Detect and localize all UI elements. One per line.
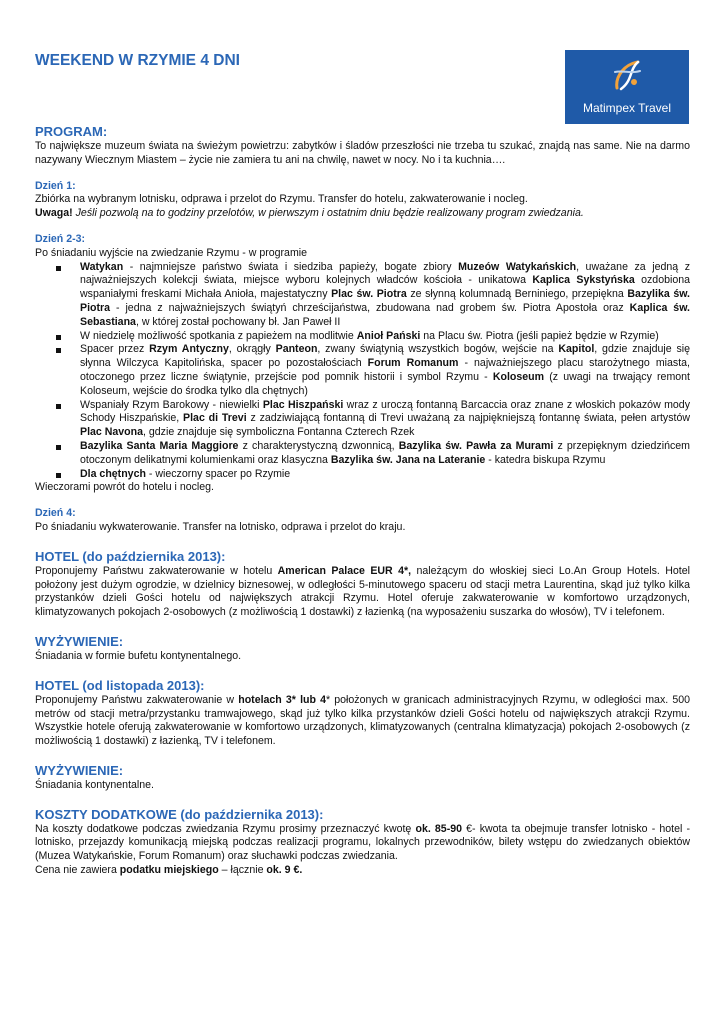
program-list	[35, 261, 690, 482]
day4-label: Dzień 4:	[35, 507, 76, 520]
program-item-text: z zadziwiającą fontanną di Trevi uważaną za najpiękniejszą fontannę świata, pełen artystów	[246, 412, 691, 425]
square-bullet-icon	[56, 445, 61, 450]
program-item-text: z charakterystyczną dzwonnicą,	[238, 439, 399, 452]
board2-heading: WYŻYWIENIE:	[35, 762, 124, 778]
costs-post: €- kwota ta obejmuje transfer lotnisko - hotel - lotnisko, przejazdy komunikacją miejską podczas realizacji programu, lokalnych przewodników, bilety wstępu do zwiedzanych obiektów (Muzea Watykańskie, Forum Romanum) oraz słuchawki podczas zwiedzania.	[35, 822, 690, 863]
hotel2-post: * położonych w granicach administracyjnych Rzymu, w odległości max. 500 metrów od stacji metra/przystanku tramwajowego, skąd już tylko kilka przystanków dzieli Gości hotelu od największych atrakcji Rzymu. Wszystkie hotele oferują zakwaterowanie w komfortowo urządzonych, klimatyzowanych (centralna klimatyzacja) pokojach 2-osobowych (z możliwością 1 dostawki) z łazienką, TV i telefonem.	[35, 693, 690, 748]
program-item-highlight: Bazylika Santa Maria Maggiore	[80, 439, 239, 452]
document-body	[35, 124, 690, 878]
program-item-text: - katedra biskupa Rzymu	[485, 453, 606, 466]
program-item-highlight: Plac Hiszpański	[262, 398, 344, 411]
hotel2-heading: HOTEL (od listopada 2013):	[35, 677, 205, 693]
program-item	[35, 399, 690, 440]
swirl-logo-icon	[611, 58, 643, 92]
day23-label: Dzień 2-3:	[35, 232, 86, 245]
program-item-highlight: Plac św. Piotra	[331, 288, 407, 301]
program-item-highlight: Bazylika św. Jana na Lateranie	[330, 453, 486, 466]
costs-tax-label: podatku miejskiego	[119, 864, 219, 877]
program-item-text: z przepięknym dziedzińcem otoczonym delikatnymi kolumienkami oraz klasyczna	[80, 439, 690, 466]
program-item-highlight: Muzeów Watykańskich	[458, 260, 577, 273]
board1-heading: WYŻYWIENIE:	[35, 633, 124, 649]
program-item-highlight: Rzym Antyczny	[149, 343, 229, 356]
day23-intro: Po śniadaniu wyjście na zwiedzanie Rzymu - w programie	[35, 246, 308, 259]
program-item-text: Spacer przez	[80, 343, 150, 356]
program-item	[35, 330, 690, 344]
program-item-text: , w której został pochowany bł. Jan Paweł II	[135, 315, 341, 328]
hotel1-name: American Palace EUR 4*,	[277, 564, 412, 577]
square-bullet-icon	[56, 348, 61, 353]
program-item-highlight: Kaplica św. Sebastiana	[80, 301, 690, 328]
logo-text: Matimpex Travel	[582, 101, 672, 115]
day4-text: Po śniadaniu wykwaterowanie. Transfer na lotnisko, odprawa i przelot do kraju.	[35, 520, 406, 533]
program-item-text: W niedzielę możliwość spotkania z papieżem na modlitwie	[80, 329, 357, 342]
program-item-highlight: Forum Romanum	[367, 357, 459, 370]
costs-pre: Na koszty dodatkowe podczas zwiedzania Rzymu prosimy przeznaczyć kwotę	[35, 822, 416, 835]
program-item-text: Wspaniały Rzym Barokowy - niewielki	[80, 398, 263, 411]
day1-note-italic: Jeśli pozwolą na to godziny przelotów, w pierwszym i ostatnim dniu będzie realizowany program zwiedzania.	[72, 207, 584, 220]
program-item-text: ze słynną kolumnadą Berniniego, przepiękna	[406, 288, 628, 301]
day1-note-bold: Uwaga!	[35, 207, 73, 220]
hotel2-category: hotelach 3* lub 4	[238, 693, 326, 706]
program-item-highlight: Plac Navona	[80, 426, 144, 439]
program-item	[35, 440, 690, 468]
program-intro: To największe muzeum świata na świeżym powietrzu: zabytków i śladów przeszłości nie trzeba tu szukać, znajdą nas same. Nie na darmo nazywany Wiecznym Miastem – życie nie zamiera tu ani na chwilę, nawet w nocy. No i ta kuchnia….	[35, 140, 690, 166]
costs-heading: KOSZTY DODATKOWE (do października 2013):	[35, 806, 324, 822]
costs-tax	[35, 864, 690, 878]
program-item-text: - najmniejsze państwo świata i siedziba papieży, bogate zbiory	[123, 260, 459, 273]
square-bullet-icon	[56, 473, 61, 478]
hotel1-post: należącym do włoskiej sieci Lo.An Group Hotels. Hotel położony jest dużym ogrodzie, w dzielnicy biznesowej, w odległości 5-minutowego spaceru od stacji metra Laurentina, skąd już tylko kilka przystanków dzieli Gości hotelu od największych atrakcji Rzymu. Hotel oferuje zakwaterowanie w komfortowo urządzonych, klimatyzowanych pokojach 2-osobowych (z możliwością 1 dostawki) z łazienką (na wyposażeniu suszarka do włosów), TV i telefonem.	[35, 564, 690, 619]
program-item-highlight: Dla chętnych	[80, 467, 146, 480]
program-item-highlight: Watykan	[80, 260, 124, 273]
hotel2-text	[35, 694, 690, 749]
program-item-text: wraz z uroczą fontanną Barcaccia oraz znane z włoskich pokazów mody Schody Hiszpańskie,	[80, 398, 690, 425]
program-item-text: - wieczorny spacer po Rzymie	[145, 467, 291, 480]
program-item	[35, 261, 690, 330]
program-item-highlight: Panteon	[275, 343, 318, 356]
day1-label: Dzień 1:	[35, 179, 76, 192]
board1-text: Śniadania w formie bufetu kontynentalnego.	[35, 649, 242, 662]
program-item-highlight: Bazylika św. Pawła za Murami	[398, 439, 554, 452]
program-item-highlight: Koloseum	[492, 370, 545, 383]
costs-tax-amount: ok. 9 €.	[266, 864, 303, 877]
program-item-highlight: Kaplica Sykstyńska	[532, 274, 635, 287]
program-item	[35, 468, 690, 482]
matimpex-logo	[565, 50, 689, 124]
program-item-text: , okrągły	[228, 343, 276, 356]
square-bullet-icon	[56, 266, 61, 271]
costs-tax-pre: Cena nie zawiera	[35, 864, 120, 877]
program-item-text: (z uwagi na trwający remont Koloseum, wejście do środka tylko dla chętnych)	[80, 370, 690, 397]
costs-text	[35, 823, 690, 864]
program-item-text: ozdobiona wspaniałymi freskami Michała Anioła, majestatyczny	[80, 274, 691, 301]
program-item	[35, 343, 690, 398]
costs-amount: ok. 85-90	[415, 822, 463, 835]
costs-tax-mid: – łącznie	[218, 864, 267, 877]
square-bullet-icon	[56, 404, 61, 409]
program-item-highlight: Plac di Trevi	[183, 412, 247, 425]
program-item-text: - jedna z najważniejszych świątyń chrześcijaństwa, zbudowana nad grobem św. Piotra Apostoła oraz	[110, 301, 630, 314]
program-item-text: - najważniejszego placu starożytnego miasta, otoczonego przez liczne świątynie, przejście pod pomnik historii i symbol Rzymu -	[80, 357, 690, 383]
program-item-text: , zwany świątynią wszystkich bogów, wejście na	[317, 343, 559, 356]
program-item-highlight: Anioł Pański	[356, 329, 421, 342]
hotel2-pre: Proponujemy Państwu zakwaterowanie w	[35, 693, 239, 706]
board2-text: Śniadania kontynentalne.	[35, 778, 154, 791]
program-item-text: na Placu św. Piotra (jeśli papież będzie w Rzymie)	[420, 329, 659, 342]
day23-outro: Wieczorami powrót do hotelu i nocleg.	[35, 481, 215, 494]
day1-note	[35, 207, 690, 221]
program-item-highlight: Kapitol	[558, 343, 595, 356]
hotel1-pre: Proponujemy Państwu zakwaterowanie w hotelu	[35, 564, 278, 577]
program-heading: PROGRAM:	[35, 124, 108, 139]
program-item-text: , gdzie znajduje się słynna Wilczyca Kapitolińska, spacer po pozostałościach	[80, 343, 691, 370]
program-item-text: , gdzie znajduje się symboliczna Fontanna Czterech Rzek	[143, 426, 415, 439]
square-bullet-icon	[56, 335, 61, 340]
program-item-highlight: Bazylika św. Piotra	[80, 288, 690, 314]
program-item-text: , uważane za jedną z najważniejszych kolekcji świata, miejsce wyboru kolejnych władców kościoła - unikatowa	[80, 260, 690, 287]
hotel1-heading: HOTEL (do października 2013):	[35, 548, 226, 564]
hotel1-text	[35, 565, 690, 620]
day1-text: Zbiórka na wybranym lotnisku, odprawa i przelot do Rzymu. Transfer do hotelu, zakwaterowanie i nocleg.	[35, 193, 528, 206]
page-title: WEEKEND W RZYMIE 4 DNI	[35, 52, 240, 69]
